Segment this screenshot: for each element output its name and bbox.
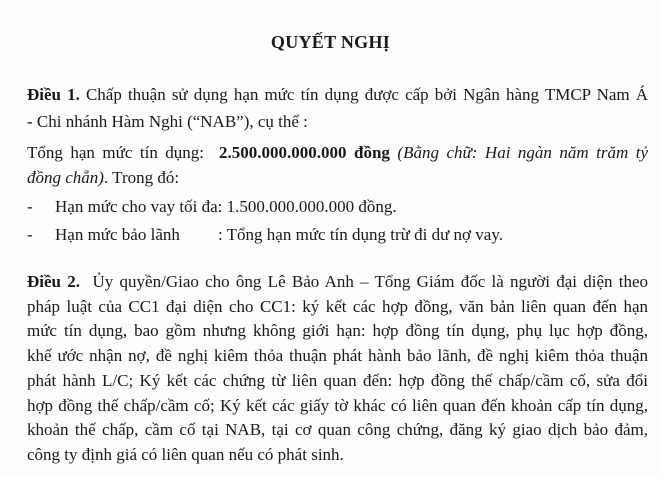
article2-line8: công ty định giá có liên quan nếu có phát sinh. [27,445,344,464]
article1-line1 [27,85,648,105]
total-amount: 2.500.000.000.000 đồng [219,143,390,162]
article2-line6: hợp đồng thế chấp/cầm cố; Ký kết các giấy tờ khác có liên quan đến khoản cấp tín dụng, [27,396,648,415]
article1-text: Chấp thuận sử dụng hạn mức tín dụng được cấp bởi Ngân hàng TMCP Nam Á [85,85,649,104]
article2-line3: mức tín dụng, bao gồm nhưng không giới hạn: hợp đồng tín dụng, phụ lục hợp đồng, [27,321,648,340]
article2-line5: phát hành L/C; Ký kết các chứng từ liên quan đến: hợp đồng thế chấp/cầm cố, sửa đổi [27,371,648,390]
total-prefix: Tổng hạn mức tín dụng: [27,143,205,162]
total-words-cont: đồng chẵn) [27,168,104,187]
article2-text: Ủy quyền/Giao cho ông Lê Bảo Anh – Tổng Giám đốc là người đại diện theo [92,272,649,291]
bullet-label: Hạn mức cho vay tối đa: 1.500.000.000.000 đồng. [55,197,397,216]
total-words: (Bằng chữ: Hai ngàn năm trăm tỷ [397,143,649,162]
article2-line2: pháp luật của CC1 đại diện cho CC1: ký kết các hợp đồng, văn bản liên quan đến hạn [27,297,648,316]
article2-line4: khế ước nhận nợ, đề nghị kiêm thỏa thuận phát hành bảo lãnh, đề nghị kiêm thỏa thuận [27,346,648,365]
article2-label: Điều 2. [27,272,81,291]
article2-line7: khoản thế chấp, cầm cố tại NAB, tại cơ quan công chứng, đăng ký giao dịch bảo đảm, [27,420,648,439]
dash: - [27,225,33,244]
article1-label: Điều 1. [27,85,80,104]
article1-line2: - Chi nhánh Hàm Nghi (“NAB”), cụ thể : [27,112,308,131]
total-limit-line2 [27,168,648,188]
total-limit-line1 [27,143,648,163]
bullet-guarantee-limit [27,225,648,245]
bullet-value: : Tổng hạn mức tín dụng trừ đi dư nợ vay. [218,225,503,244]
total-suffix: . Trong đó: [103,168,180,187]
document-title: QUYẾT NGHỊ [270,32,391,52]
bullet-loan-limit [27,197,648,217]
dash: - [27,197,33,216]
bullet-label: Hạn mức bảo lãnh [55,225,180,244]
article2-line1 [27,272,648,292]
